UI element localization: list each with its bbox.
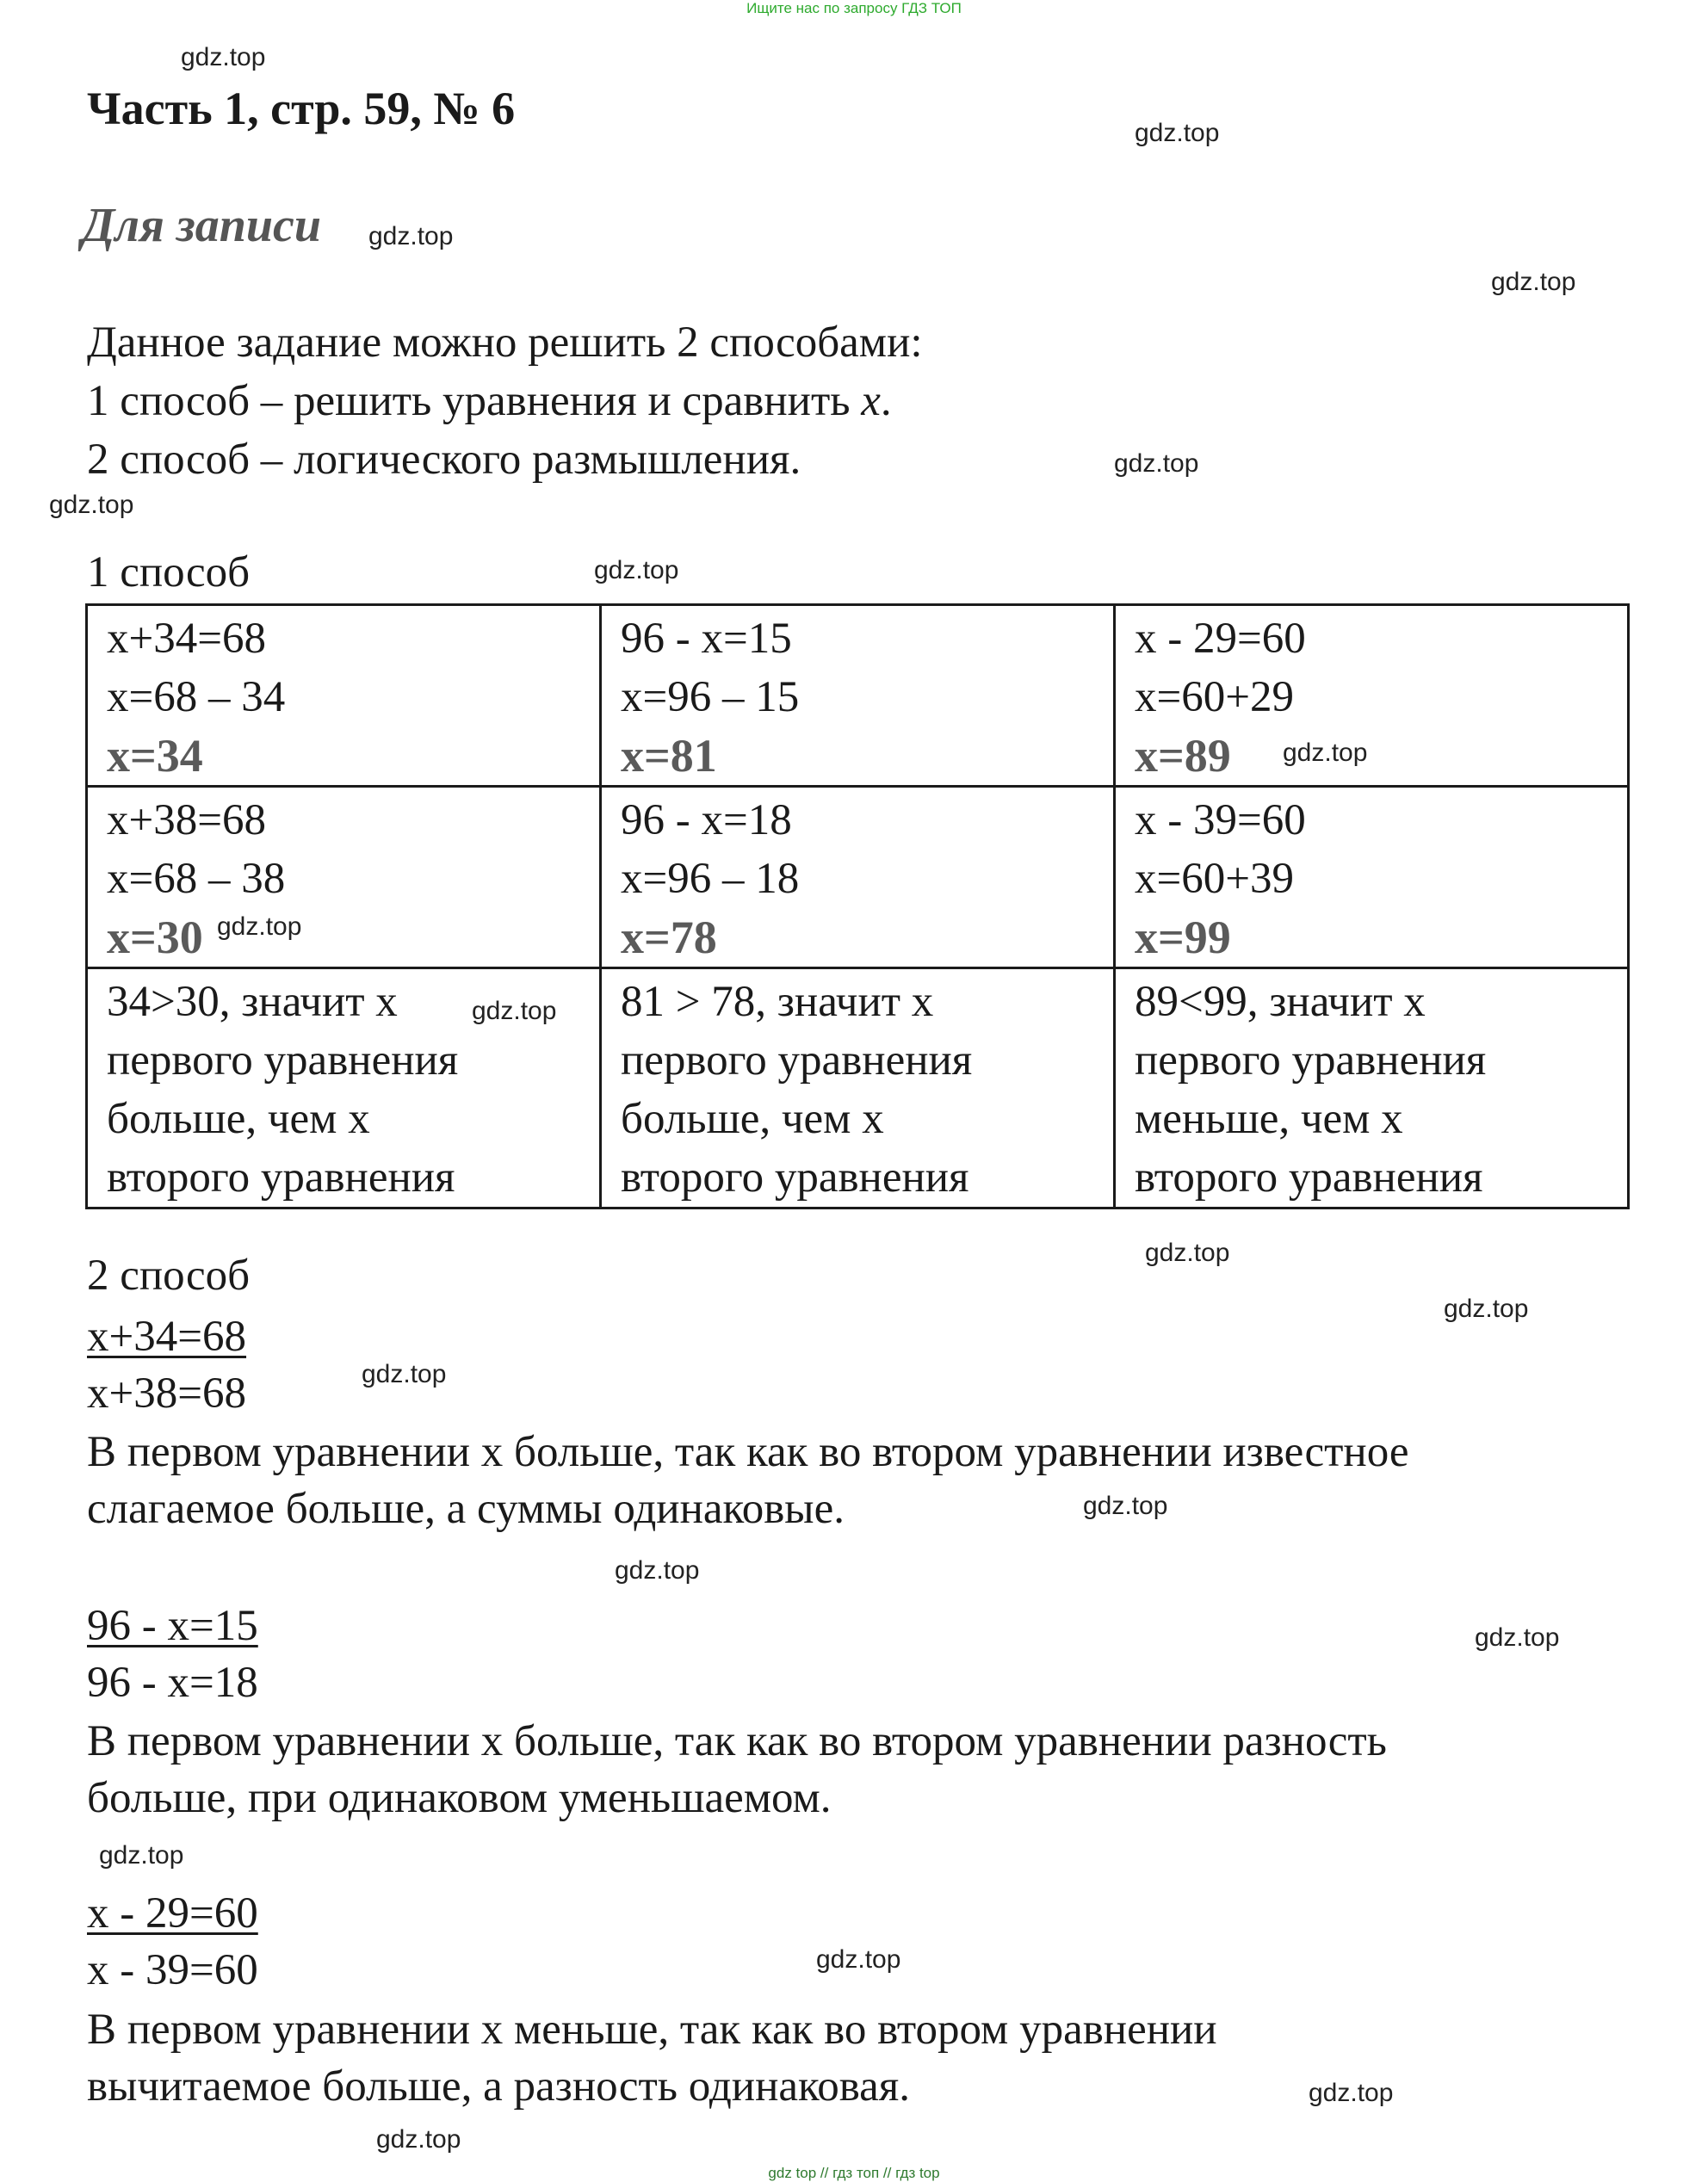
- intro-line: 1 способ – решить уравнения и сравнить x.: [87, 377, 892, 425]
- table-row: [87, 787, 1629, 968]
- equation-first: 96 - x=15: [87, 1602, 258, 1650]
- equation-pair: [87, 1598, 258, 1711]
- watermark: gdz.top: [1491, 268, 1576, 296]
- intro-line: 2 способ – логического размышления.: [87, 436, 801, 484]
- watermark: gdz.top: [1475, 1623, 1560, 1652]
- watermark: gdz.top: [376, 2125, 461, 2154]
- answer: x=34: [107, 730, 203, 782]
- watermark: gdz.top: [1145, 1239, 1230, 1267]
- table-cell: 89<99, значит x первого уравнения меньше, чем x второго уравнения: [1115, 968, 1629, 1208]
- table-cell: x+34=68 x=68 – 34 x=34: [87, 605, 601, 787]
- explanation: В первом уравнении x больше, так как во втором уравнении известное слагаемое больше, а суммы одинаковые.: [87, 1428, 1409, 1533]
- watermark: gdz.top: [816, 1945, 901, 1974]
- watermark: gdz.top: [1283, 739, 1368, 767]
- subtitle: Для записи: [82, 199, 321, 252]
- watermark: gdz.top: [1114, 449, 1199, 478]
- equation-pair: [87, 1885, 258, 1999]
- watermark: gdz.top: [368, 222, 454, 250]
- table-cell: x - 39=60 x=60+39 x=99: [1115, 787, 1629, 968]
- equation-second: x - 39=60: [87, 1946, 258, 1994]
- explanation: В первом уравнении x меньше, так как во втором уравнении вычитаемое больше, а разность одинаковая.: [87, 2006, 1217, 2111]
- explanation: В первом уравнении x больше, так как во втором уравнении разность больше, при одинаковом уменьшаемом.: [87, 1717, 1387, 1822]
- table-cell: x+38=68 x=68 – 38 x=30: [87, 787, 601, 968]
- watermark: gdz.top: [472, 997, 557, 1025]
- table-row: [87, 605, 1629, 787]
- table-cell: x - 29=60 x=60+29 x=89: [1115, 605, 1629, 787]
- watermark: gdz.top: [49, 491, 134, 519]
- watermark: gdz.top: [99, 1841, 184, 1870]
- table-row: [87, 968, 1629, 1208]
- answer: x=89: [1135, 730, 1231, 782]
- watermark: gdz.top: [1444, 1295, 1529, 1323]
- watermark: gdz.top: [615, 1556, 700, 1585]
- equation-second: 96 - x=18: [87, 1659, 258, 1707]
- answer: x=99: [1135, 912, 1231, 963]
- equation-first: x+34=68: [87, 1313, 247, 1361]
- watermark: gdz.top: [181, 43, 266, 71]
- watermark: gdz.top: [362, 1360, 447, 1388]
- intro-line: Данное задание можно решить 2 способами:: [87, 318, 923, 367]
- page-title: Часть 1, стр. 59, № 6: [87, 83, 516, 134]
- watermark: gdz.top: [594, 556, 679, 584]
- footer: gdz top // гдз топ // гдз top: [768, 2165, 940, 2181]
- table-cell: 96 - x=15 x=96 – 15 x=81: [601, 605, 1115, 787]
- watermark: gdz.top: [1135, 119, 1220, 147]
- method1-label: 1 способ: [87, 548, 251, 596]
- table-cell: 81 > 78, значит x первого уравнения больше, чем x второго уравнения: [601, 968, 1115, 1208]
- table-cell: 96 - x=18 x=96 – 18 x=78: [601, 787, 1115, 968]
- watermark: gdz.top: [1083, 1492, 1168, 1520]
- method2-label: 2 способ: [87, 1252, 251, 1300]
- solution-table: [85, 603, 1630, 1209]
- table-cell: 34>30, значит x первого уравнения больше, чем x второго уравнения: [87, 968, 601, 1208]
- equation-pair: [87, 1308, 246, 1422]
- intro: [87, 313, 923, 489]
- answer: x=78: [621, 912, 717, 963]
- answer: x=81: [621, 730, 717, 782]
- top-banner: Ищите нас по запросу ГДЗ ТОП: [746, 0, 962, 16]
- equation-first: x - 29=60: [87, 1889, 258, 1938]
- watermark: gdz.top: [217, 912, 302, 941]
- equation-second: x+38=68: [87, 1369, 247, 1418]
- intro-variable: x: [861, 377, 881, 425]
- answer: x=30: [107, 912, 203, 963]
- watermark: gdz.top: [1309, 2079, 1394, 2107]
